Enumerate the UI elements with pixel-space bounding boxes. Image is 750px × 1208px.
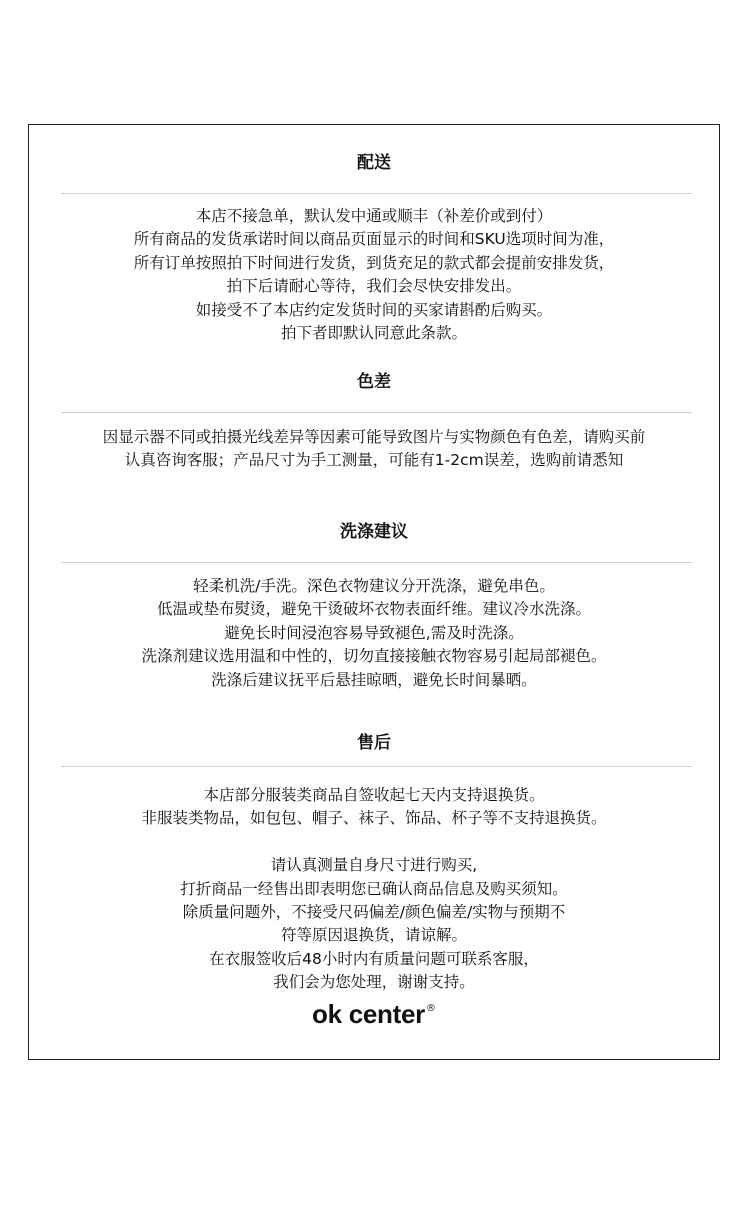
text-line: 非服装类物品，如包包、帽子、袜子、饰品、杯子等不支持退换货。 <box>141 809 607 828</box>
section-heading: 配送 <box>357 153 391 173</box>
section-divider <box>61 193 692 194</box>
text-line: 请认真测量自身尺寸进行购买, <box>270 856 478 875</box>
text-line: 符等原因退换货，请谅解。 <box>280 926 467 945</box>
blank-line <box>29 831 719 854</box>
text-line: 低温或垫布熨烫，避免干烫破坏衣物表面纤维。建议冷水洗涤。 <box>156 600 591 619</box>
text-line: 洗涤后建议抚平后悬挂晾晒，避免长时间暴晒。 <box>211 670 537 689</box>
section-divider <box>61 412 692 413</box>
text-line: 我们会为您处理，谢谢支持。 <box>273 973 475 992</box>
section-heading: 售后 <box>357 733 391 753</box>
section-body <box>29 784 719 995</box>
section-color-difference <box>29 372 719 392</box>
policy-card <box>28 124 720 1060</box>
text-line: 在衣服签收后48小时内有质量问题可联系客服， <box>209 949 539 968</box>
text-line: 本店部分服装类商品自签收起七天内支持退换货。 <box>203 786 545 804</box>
text-line: 轻柔机洗/手洗。深色衣物建议分开洗涤，避免串色。 <box>193 577 555 595</box>
section-body <box>29 426 719 473</box>
text-line: 因显示器不同或拍摄光线差异等因素可能导致图片与实物颜色有色差，请购买前 <box>102 428 646 446</box>
text-line: 所有订单按照拍下时间进行发货，到货充足的款式都会提前安排发货， <box>133 253 615 272</box>
section-body <box>29 205 719 345</box>
section-washing <box>29 522 719 542</box>
registered-mark: ® <box>425 1003 436 1014</box>
text-line: 如接受不了本店约定发货时间的买家请斟酌后购买。 <box>195 300 553 319</box>
text-line: 洗涤剂建议选用温和中性的，切勿直接接触衣物容易引起局部褪色。 <box>141 647 607 666</box>
brand-logo <box>29 999 719 1030</box>
text-line: 打折商品一经售出即表明您已确认商品信息及购买须知。 <box>180 879 568 898</box>
brand-logo-text: ok center <box>312 999 425 1029</box>
section-divider <box>61 766 692 767</box>
text-line: 所有商品的发货承诺时间以商品页面显示的时间和SKU选项时间为准， <box>133 230 615 249</box>
text-line: 拍下者即默认同意此条款。 <box>280 324 467 343</box>
text-line: 除质量问题外，不接受尺码偏差/颜色偏差/实物与预期不 <box>182 903 566 922</box>
text-line: 拍下后请耐心等待，我们会尽快安排发出。 <box>226 277 522 296</box>
text-line: 本店不接急单，默认发中通或顺丰（补差价或到付） <box>195 207 553 225</box>
section-heading: 洗涤建议 <box>340 522 408 542</box>
section-body <box>29 575 719 692</box>
text-line: 避免长时间浸泡容易导致褪色,需及时洗涤。 <box>224 623 524 642</box>
section-shipping <box>29 153 719 173</box>
section-heading: 色差 <box>357 372 391 392</box>
text-line: 认真咨询客服；产品尺寸为手工测量，可能有1-2cm误差，选购前请悉知 <box>124 451 624 470</box>
section-divider <box>61 562 692 563</box>
section-after-sales <box>29 733 719 753</box>
